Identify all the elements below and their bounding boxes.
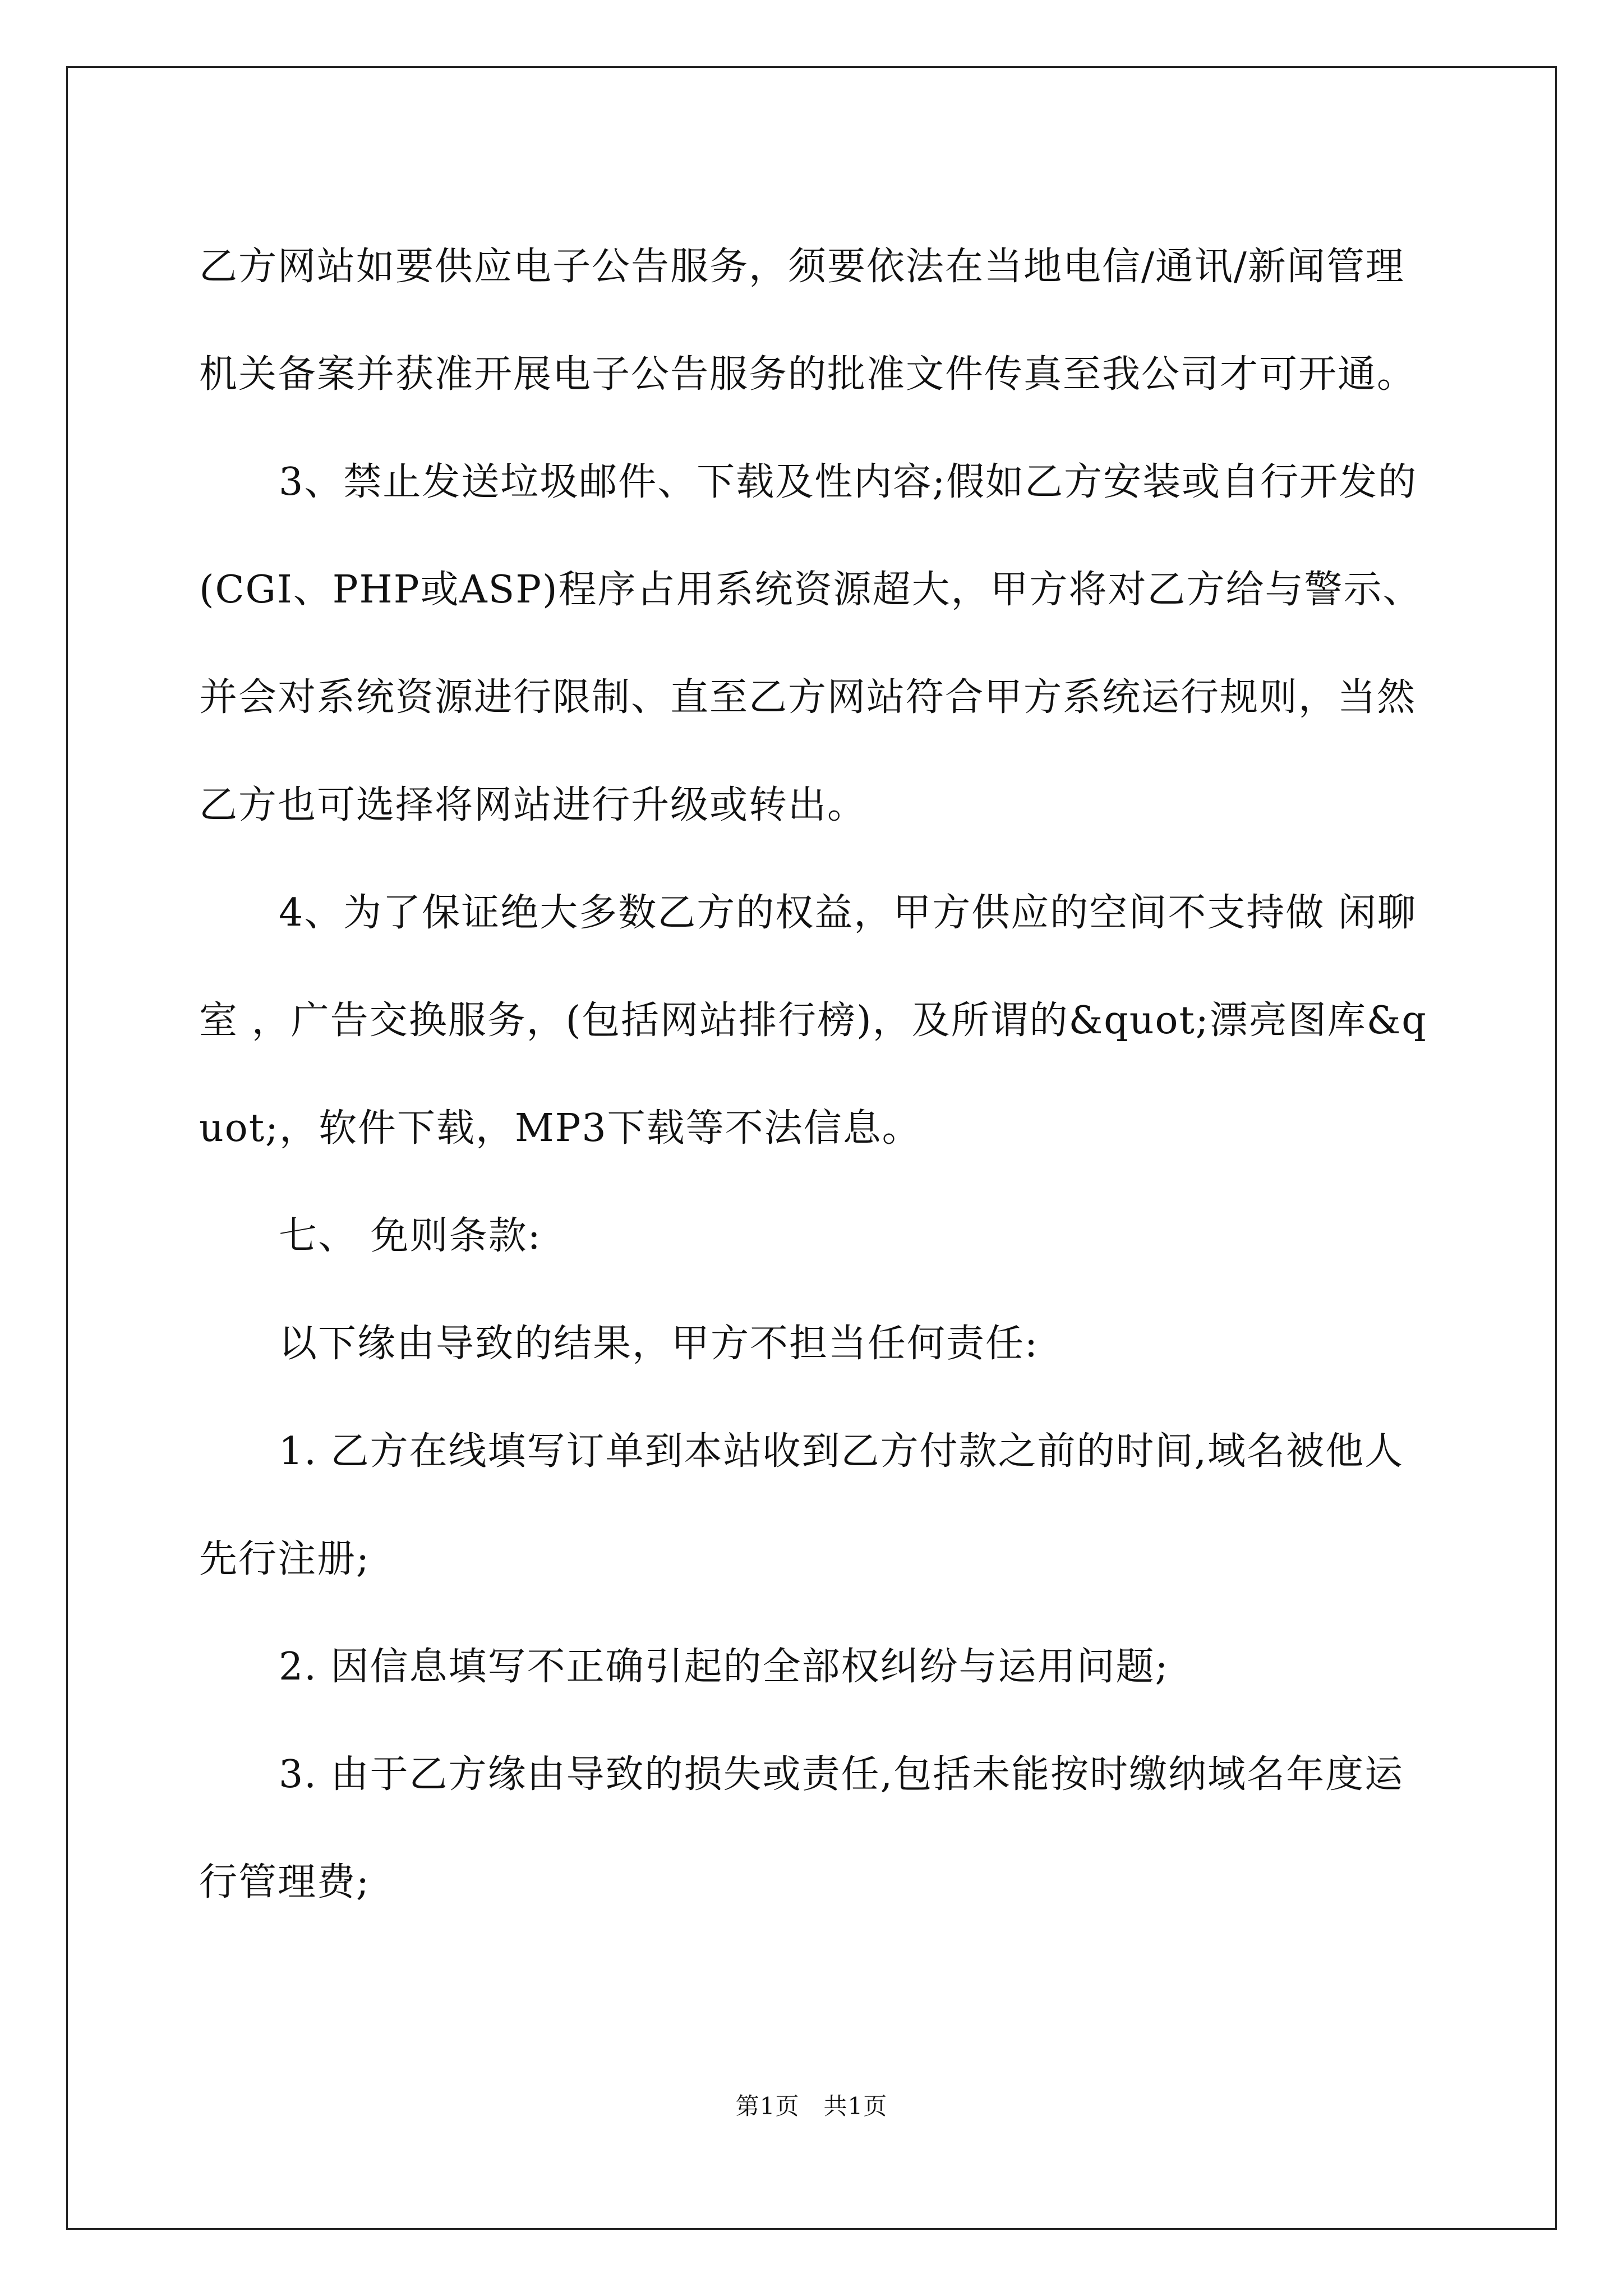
- paragraph-3: 4、为了保证绝大多数乙方的权益，甲方供应的空间不支持做 闲聊室 ，广告交换服务，(包括网站排行榜)，及所谓的&quot;漂亮图库&quot;，软件下载，MP3下载等不法信息。: [199, 891, 1427, 1151]
- section-heading: 七、 免则条款:: [279, 1214, 542, 1258]
- list-item-1: 1. 乙方在线填写订单到本站收到乙方付款之前的时间,域名被他人先行注册;: [199, 1429, 1404, 1581]
- document-body: [199, 213, 1433, 1936]
- page-footer: 第1页 共1页: [735, 2092, 888, 2120]
- list-item-3: 3. 由于乙方缘由导致的损失或责任,包括未能按时缴纳域名年度运行管理费;: [199, 1752, 1404, 1904]
- list-item-2: 2. 因信息填写不正确引起的全部权纠纷与运用问题;: [279, 1645, 1169, 1689]
- paragraph-1: 乙方网站如要供应电子公告服务，须要依法在当地电信/通讯/新闻管理机关备案并获准开展电子公告服务的批准文件传真至我公司才可开通。: [199, 245, 1417, 397]
- paragraph-2: 3、禁止发送垃圾邮件、下载及性内容;假如乙方安装或自行开发的(CGI、PHP或ASP)程序占用系统资源超大，甲方将对乙方给与警示、并会对系统资源进行限制、直至乙方网站符合甲方系统运行规则，当然乙方也可选择将网站进行升级或转出。: [199, 460, 1422, 827]
- paragraph-intro: 以下缘由导致的结果，甲方不担当任何责任:: [279, 1322, 1039, 1366]
